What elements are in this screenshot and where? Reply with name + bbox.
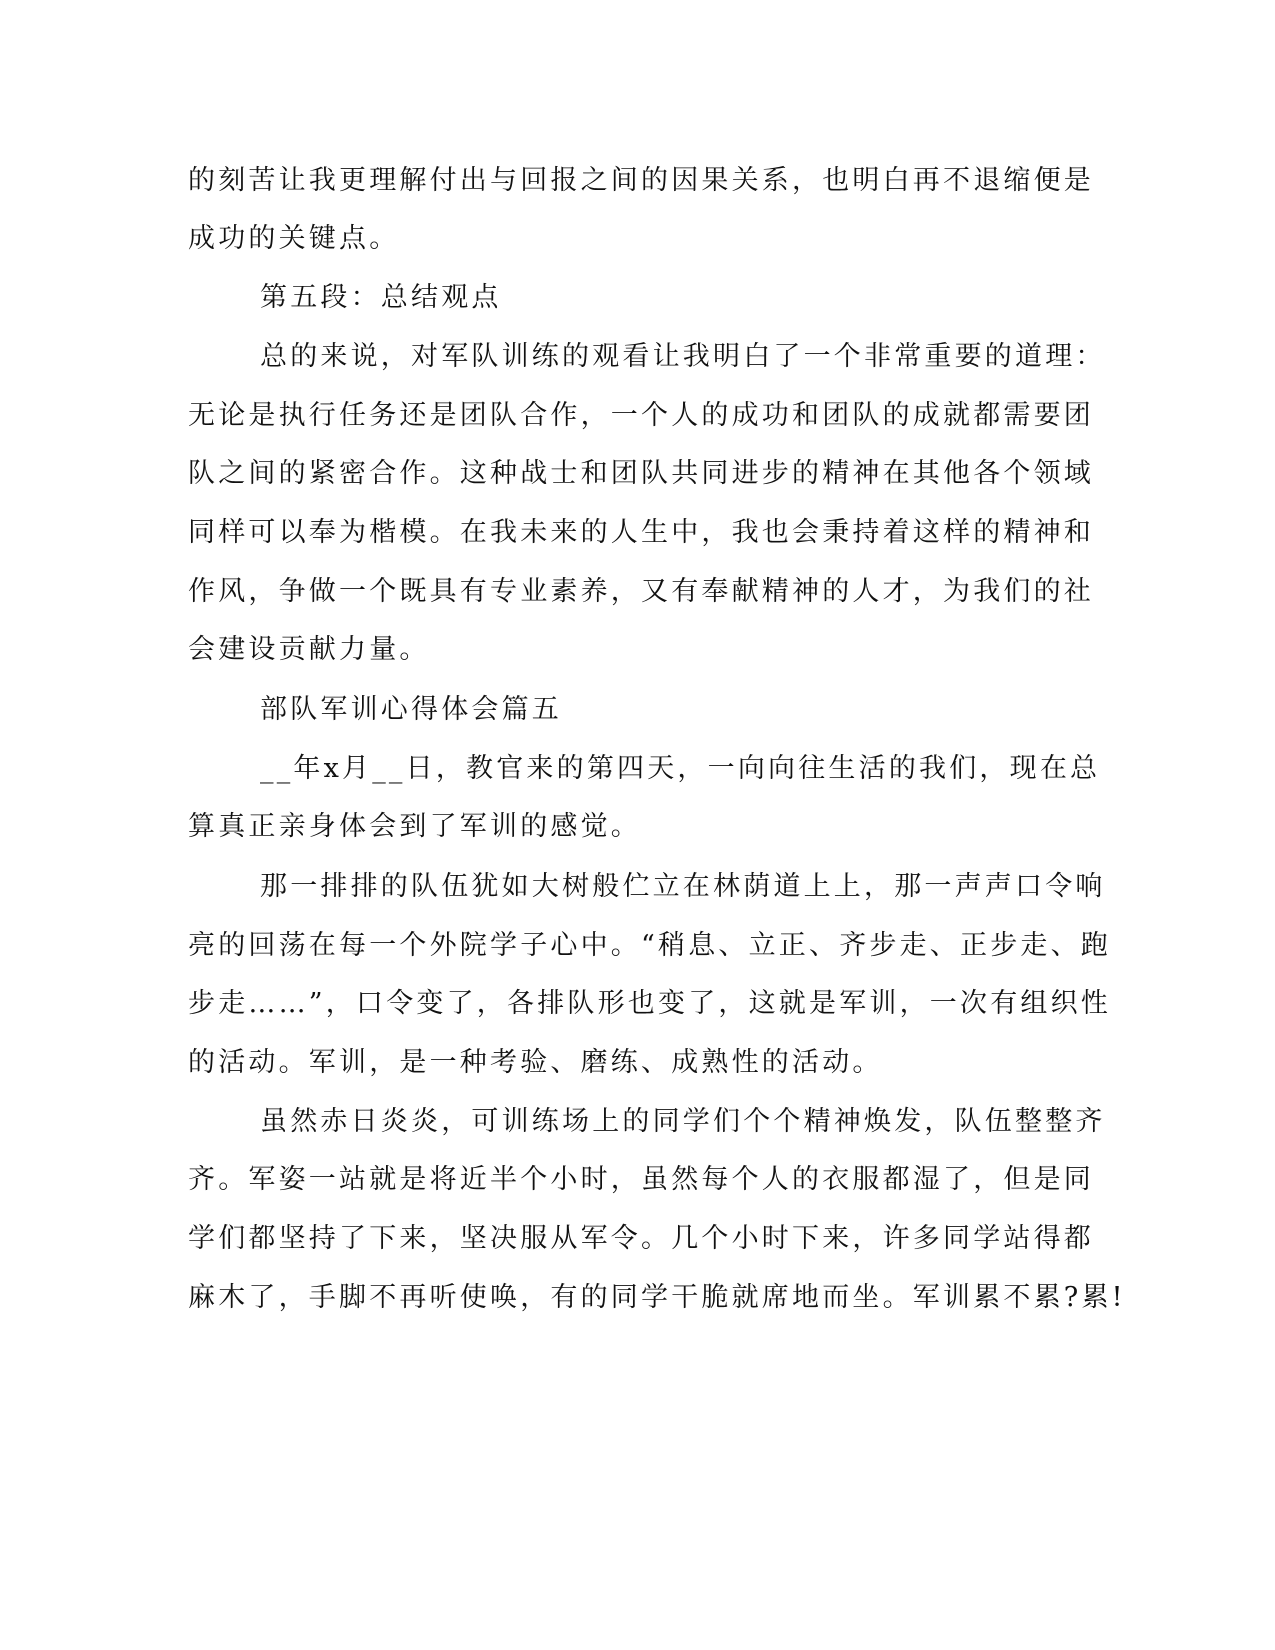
paragraph-line: 算真正亲身体会到了军训的感觉。 [188,811,641,842]
paragraph-line: 齐。军姿一站就是将近半个小时，虽然每个人的衣服都湿了，但是同 [188,1164,1094,1195]
paragraph-line: __年x月__日，教官来的第四天，一向向往生活的我们，现在总 [260,753,1101,784]
paragraph-line: 麻木了，手脚不再听使唤，有的同学干脆就席地而坐。军训累不累?累! [188,1282,1126,1313]
paragraph-line: 会建设贡献力量。 [188,634,430,665]
article-title: 部队军训心得体会篇五 [260,694,562,725]
paragraph-line: 那一排排的队伍犹如大树般伫立在林荫道上上，那一声声口令响 [260,871,1106,902]
paragraph-line: 同样可以奉为楷模。在我未来的人生中，我也会秉持着这样的精神和 [188,517,1094,548]
paragraph-line: 的活动。军训，是一种考验、磨练、成熟性的活动。 [188,1047,883,1078]
paragraph-line: 无论是执行任务还是团队合作，一个人的成功和团队的成就都需要团 [188,400,1094,431]
section-heading: 第五段：总结观点 [260,282,502,313]
paragraph-line: 作风，争做一个既具有专业素养，又有奉献精神的人才，为我们的社 [188,576,1094,607]
paragraph-line: 队之间的紧密合作。这种战士和团队共同进步的精神在其他各个领域 [188,458,1094,489]
paragraph-line: 步走……”，口令变了，各排队形也变了，这就是军训，一次有组织性 [188,988,1112,1019]
paragraph-line: 成功的关键点。 [188,223,400,254]
paragraph-line: 亮的回荡在每一个外院学子心中。“稍息、立正、齐步走、正步走、跑 [188,930,1112,961]
paragraph-line: 学们都坚持了下来，坚决服从军令。几个小时下来，许多同学站得都 [188,1223,1094,1254]
paragraph-line: 虽然赤日炎炎，可训练场上的同学们个个精神焕发，队伍整整齐 [260,1106,1106,1137]
paragraph-line: 总的来说，对军队训练的观看让我明白了一个非常重要的道理： [260,341,1106,372]
paragraph-line: 的刻苦让我更理解付出与回报之间的因果关系，也明白再不退缩便是 [188,165,1094,196]
